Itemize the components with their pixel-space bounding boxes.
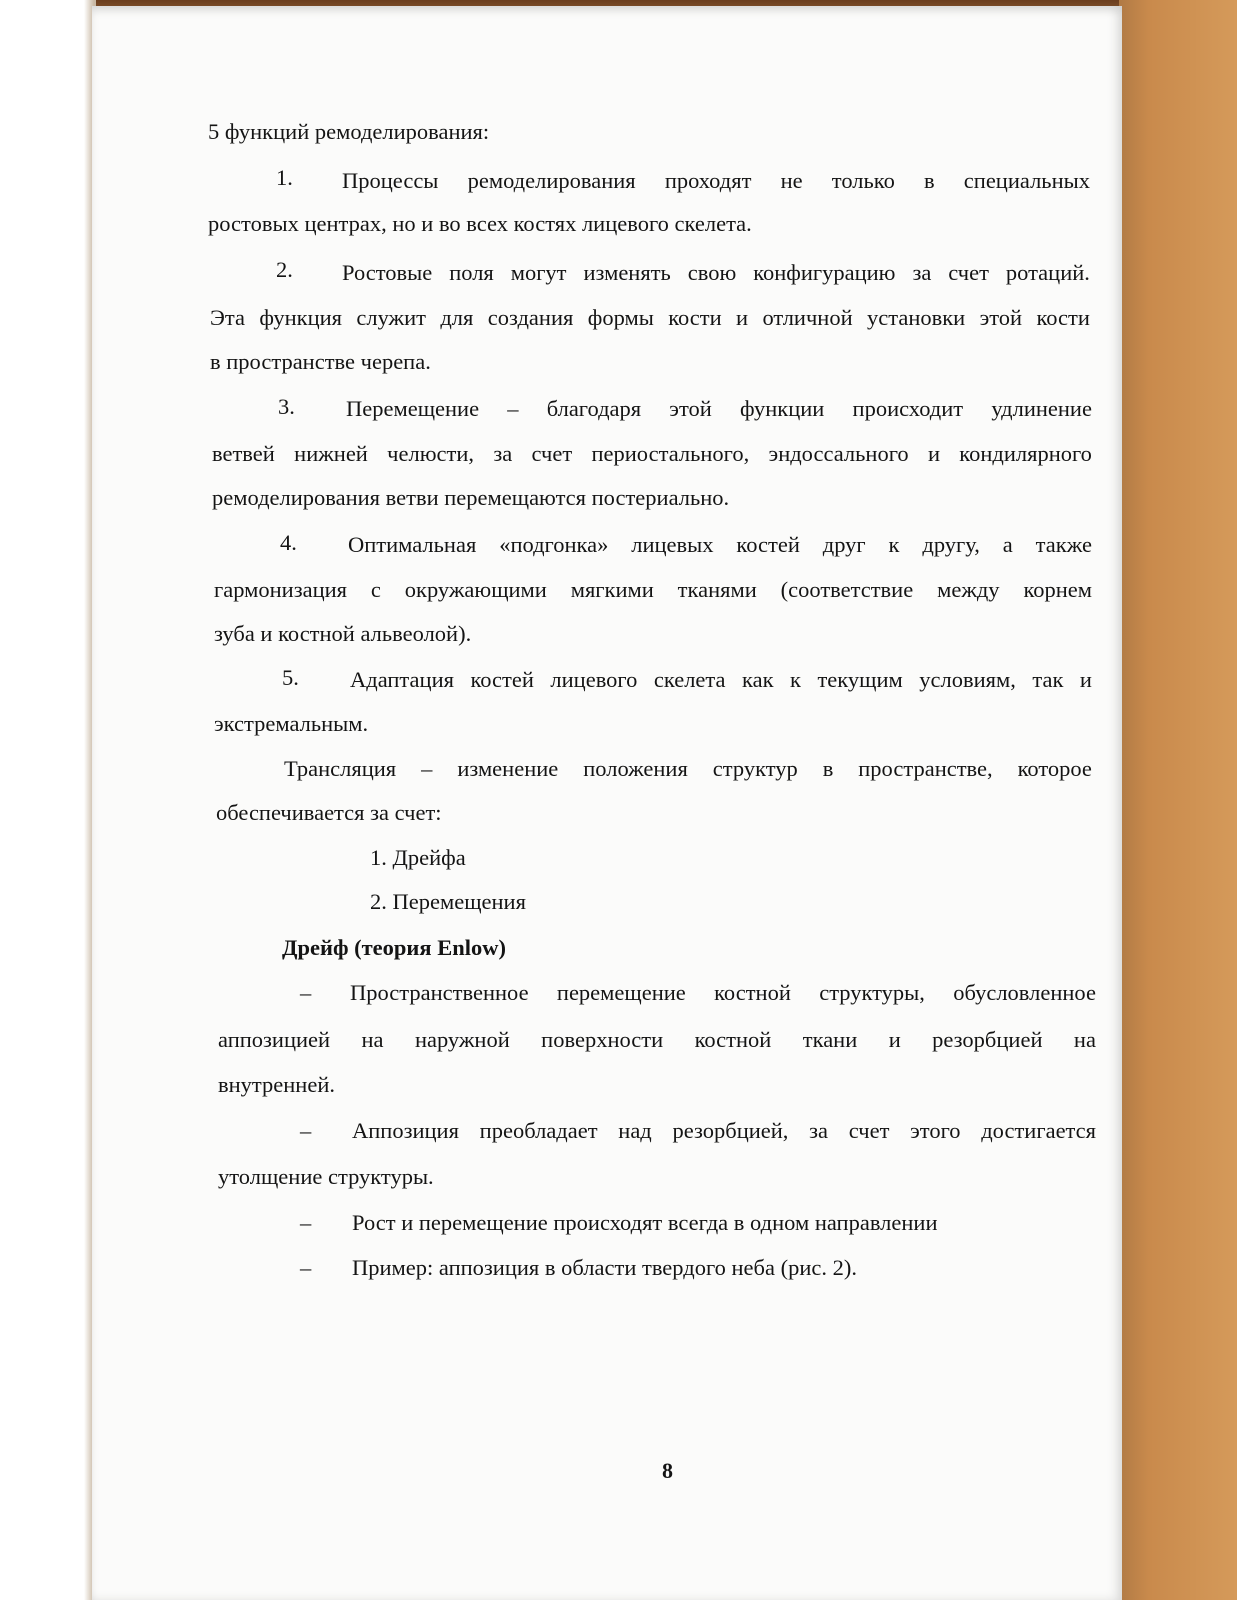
item-number: 1. (276, 165, 293, 190)
word: так (1032, 667, 1064, 692)
word: резорбцией, (672, 1118, 789, 1143)
word: Процессы (342, 168, 439, 193)
drift-heading: Дрейф (теория Enlow) (282, 935, 506, 960)
word: благодаря (546, 396, 642, 421)
word: аппозицией (218, 1027, 331, 1052)
word: служит (356, 305, 426, 330)
word: с (370, 577, 381, 602)
word: счет (848, 1118, 890, 1143)
bullet-line: утолщение структуры. (218, 1164, 434, 1189)
word: костной (714, 980, 791, 1005)
translation-line (284, 755, 1092, 783)
word: функция (259, 305, 343, 330)
word: перемещение (556, 980, 686, 1005)
word: – (507, 396, 519, 421)
word: Ростовые (342, 260, 433, 285)
item-line: ремоделирования ветви перемещаются постериально. (212, 485, 730, 510)
word: условиям, (919, 667, 1016, 692)
word: счет (531, 441, 573, 466)
word: и (888, 1027, 901, 1052)
word: изменять (583, 260, 671, 285)
word: костей (736, 532, 800, 557)
word: корнем (1023, 577, 1092, 602)
item-number: 2. (276, 257, 293, 282)
word: периостального, (591, 441, 750, 466)
word: преобладает (479, 1118, 598, 1143)
word: кости (1036, 305, 1090, 330)
page-number: 8 (662, 1458, 673, 1483)
item-number: 4. (280, 530, 297, 555)
word: и (1079, 667, 1092, 692)
word: в (822, 756, 834, 781)
word: Пространственное (350, 980, 529, 1005)
word: к (888, 532, 900, 557)
word: мягкими (570, 577, 654, 602)
word: установки (867, 305, 966, 330)
word: ветвей (212, 441, 275, 466)
word: изменение (457, 756, 559, 781)
word: – (421, 756, 433, 781)
word: ротаций. (1005, 260, 1090, 285)
word: (соответствие (780, 577, 914, 602)
word: лицевого (550, 667, 638, 692)
item-number: 3. (278, 394, 295, 419)
word: свою (687, 260, 737, 285)
word: положения (583, 756, 688, 781)
word: гармонизация (214, 577, 348, 602)
item-line (212, 440, 1092, 468)
dash-marker: – (300, 1210, 312, 1235)
word: текущим (817, 667, 903, 692)
translation-list-item: 2. Перемещения (370, 889, 526, 914)
word: ткани (802, 1027, 858, 1052)
document-page (92, 6, 1122, 1600)
bullet-line (350, 979, 1096, 1007)
word: структур (712, 756, 798, 781)
word: между (937, 577, 1000, 602)
word: счет (948, 260, 989, 285)
word: проходят (664, 168, 752, 193)
word: Эта (210, 305, 245, 330)
translation-line: обеспечивается за счет: (216, 800, 442, 825)
word: челюсти, (387, 441, 474, 466)
word: Перемещение (346, 396, 480, 421)
word: могут (510, 260, 567, 285)
word: в (924, 168, 935, 193)
word: функции (739, 396, 825, 421)
word: резорбцией (932, 1027, 1043, 1052)
word: специальных (963, 168, 1090, 193)
item-line: ростовых центрах, но и во всех костях лицевого скелета. (208, 211, 752, 236)
background-left (0, 0, 96, 1600)
word: на (1073, 1027, 1096, 1052)
word: окружающими (404, 577, 547, 602)
word: другу, (922, 532, 980, 557)
word: кондилярного (959, 441, 1092, 466)
bullet-line: Пример: аппозиция в области твердого неба (рис. 2). (352, 1255, 857, 1280)
word: этой (669, 396, 712, 421)
word: удлинение (991, 396, 1092, 421)
background-right (1119, 0, 1237, 1600)
word: как (742, 667, 774, 692)
word: тканями (677, 577, 757, 602)
word: над (618, 1118, 652, 1143)
word: за (809, 1118, 829, 1143)
word: обусловленное (953, 980, 1096, 1005)
word: наружной (414, 1027, 510, 1052)
dash-marker: – (300, 1118, 312, 1143)
item-line: экстремальным. (214, 711, 369, 736)
word: костей (470, 667, 534, 692)
intro-line: 5 функций ремоделирования: (208, 119, 490, 144)
translation-list-item: 1. Дрейфа (370, 845, 466, 870)
word: достигается (981, 1118, 1096, 1143)
item-line (214, 576, 1092, 604)
word: конфигурацию (753, 260, 896, 285)
bullet-line: внутренней. (218, 1072, 335, 1097)
item-line (210, 304, 1090, 332)
word: друг (822, 532, 866, 557)
word: кости (668, 305, 722, 330)
word: ремоделирования (467, 168, 636, 193)
dash-marker: – (300, 980, 312, 1005)
word: Аппозиция (352, 1118, 459, 1143)
bullet-line: Рост и перемещение происходят всегда в одном направлении (352, 1210, 938, 1235)
word: нижней (294, 441, 368, 466)
dash-marker: – (300, 1255, 312, 1280)
item-number: 5. (282, 665, 299, 690)
word: также (1035, 532, 1092, 557)
bullet-line (218, 1026, 1096, 1054)
word: эндоссального (768, 441, 909, 466)
word: для (440, 305, 474, 330)
item-line (346, 395, 1092, 423)
word: поля (449, 260, 494, 285)
word: отличной (762, 305, 853, 330)
word: этой (979, 305, 1023, 330)
word: не (780, 168, 803, 193)
word: за (493, 441, 513, 466)
word: за (912, 260, 932, 285)
word: лицевых (631, 532, 714, 557)
word: «подгонка» (499, 532, 609, 557)
word: скелета (653, 667, 726, 692)
word: только (831, 168, 895, 193)
item-line (348, 531, 1092, 559)
word: происходит (852, 396, 964, 421)
word: и (736, 305, 749, 330)
word: пространстве, (858, 756, 993, 781)
bullet-line (352, 1117, 1096, 1145)
word: структуры, (819, 980, 925, 1005)
item-line (342, 259, 1090, 287)
item-line: зуба и костной альвеолой). (214, 621, 472, 646)
item-line: в пространстве черепа. (210, 349, 431, 374)
word: Трансляция (284, 756, 397, 781)
word: и (927, 441, 940, 466)
word: а (1002, 532, 1013, 557)
word: создания (487, 305, 574, 330)
word: на (361, 1027, 384, 1052)
item-line (342, 167, 1090, 195)
word: Оптимальная (348, 532, 477, 557)
item-line (350, 666, 1092, 694)
word: поверхности (541, 1027, 664, 1052)
word: Адаптация (350, 667, 454, 692)
word: к (790, 667, 801, 692)
word: этого (910, 1118, 961, 1143)
word: формы (587, 305, 654, 330)
word: костной (694, 1027, 772, 1052)
word: которое (1017, 756, 1092, 781)
